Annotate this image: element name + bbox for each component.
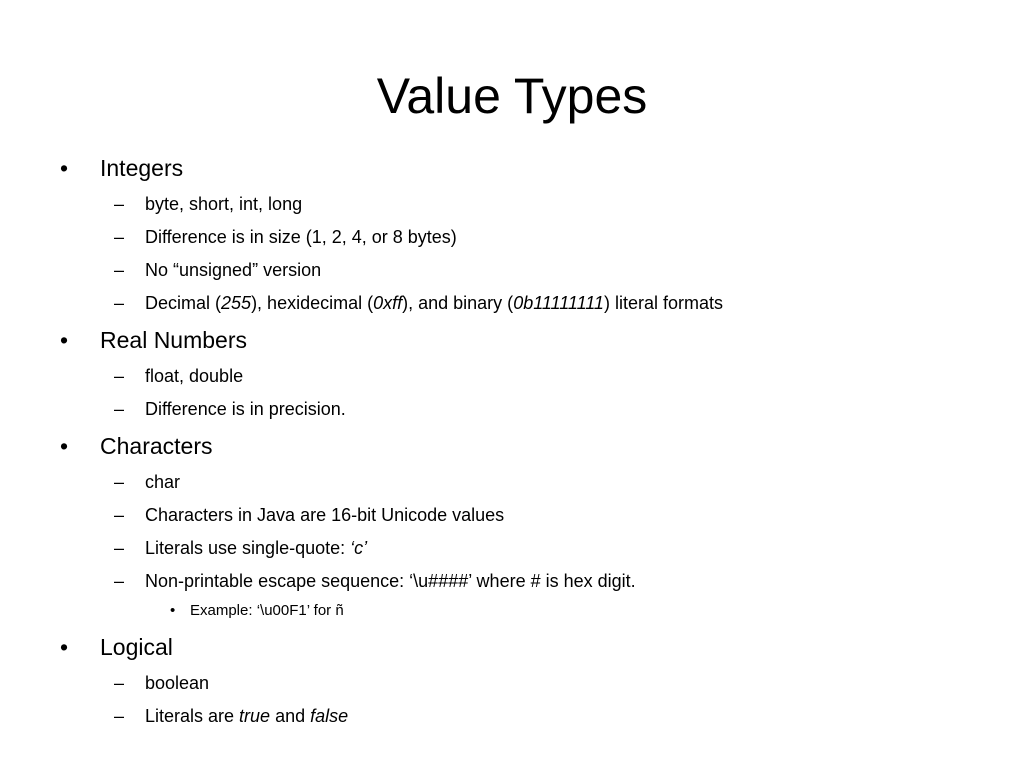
list-item: Difference is in precision. [145, 399, 346, 419]
text-fragment: ) literal formats [603, 293, 723, 313]
list-item: Characters in Java are 16-bit Unicode values [145, 505, 505, 525]
text-fragment: ), and binary ( [402, 293, 514, 313]
dash-icon: – [114, 505, 125, 525]
heading-real-numbers: Real Numbers [100, 327, 247, 353]
bullet-icon: • [60, 327, 69, 353]
hex-literal: 0xff [373, 293, 403, 313]
dash-icon: – [114, 293, 125, 313]
list-item: boolean [145, 673, 210, 693]
dash-icon: – [114, 260, 125, 280]
binary-literal: 0b11111111 [513, 293, 604, 313]
dash-icon: – [114, 472, 125, 492]
list-item-boolean-literals [145, 704, 348, 728]
dash-icon: – [114, 194, 125, 214]
list-item-char-literal [145, 536, 367, 560]
list-item: byte, short, int, long [145, 194, 303, 214]
bullet-icon: • [60, 634, 69, 660]
heading-integers: Integers [100, 155, 184, 181]
false-literal: false [310, 706, 349, 726]
dash-icon: – [114, 673, 125, 693]
list-subitem: Example: ‘\u00F1’ for ñ [190, 602, 344, 619]
dash-icon: – [114, 571, 125, 591]
list-item: float, double [145, 366, 244, 386]
dash-icon: – [114, 706, 125, 726]
list-item: Difference is in size (1, 2, 4, or 8 bytes) [145, 227, 457, 247]
true-literal: true [239, 706, 271, 726]
dash-icon: – [114, 227, 125, 247]
char-literal: ‘c’ [350, 538, 368, 558]
bullet-icon: • [60, 433, 69, 459]
slide-title: Value Types [376, 68, 648, 124]
dash-icon: – [114, 399, 125, 419]
text-fragment: Literals use single-quote: [145, 538, 351, 558]
dash-icon: – [114, 538, 125, 558]
list-item-literal-formats [145, 291, 723, 315]
text-fragment: and [270, 706, 311, 726]
list-item: char [145, 472, 181, 492]
bullet-icon: • [60, 155, 69, 181]
list-item: Non-printable escape sequence: ‘\u####’ where # is hex digit. [145, 571, 636, 591]
heading-characters: Characters [100, 433, 213, 459]
list-item: No “unsigned” version [145, 260, 322, 280]
text-fragment: ), hexidecimal ( [251, 293, 374, 313]
heading-logical: Logical [100, 634, 173, 660]
decimal-literal: 255 [221, 293, 252, 313]
bullet-icon: • [170, 602, 176, 619]
dash-icon: – [114, 366, 125, 386]
text-fragment: Literals are [145, 706, 240, 726]
text-fragment: Decimal ( [145, 293, 222, 313]
